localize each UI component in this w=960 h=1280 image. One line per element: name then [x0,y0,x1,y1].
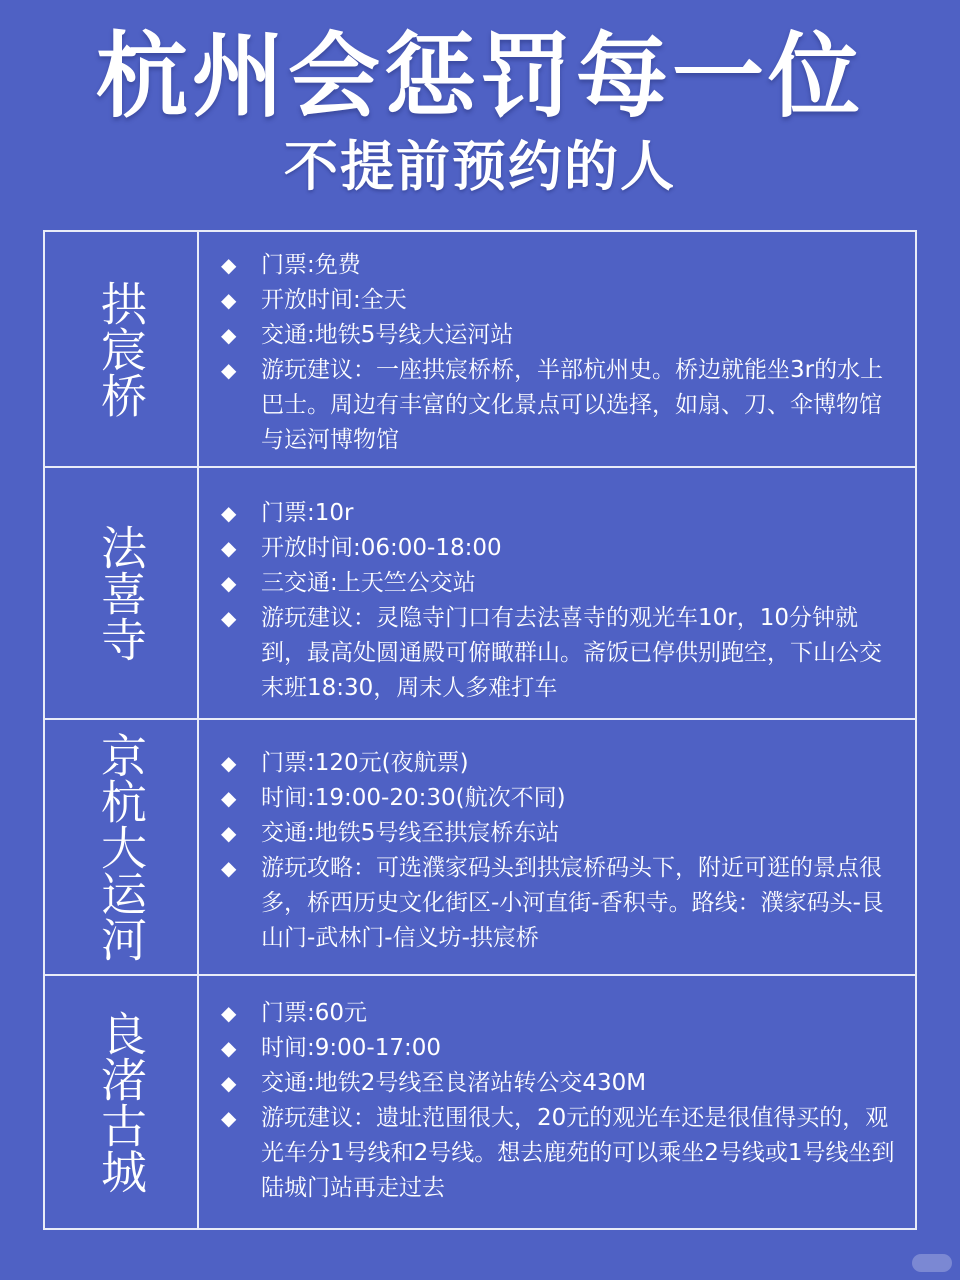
info-item-ticket [221,996,901,1031]
info-item-transport [221,816,901,851]
info-item-tips [221,1101,901,1206]
info-text: 开放时间:06:00-18:00 [261,535,502,561]
info-text: 时间:19:00-20:30(航次不同) [261,785,566,811]
info-item-ticket [221,496,901,531]
diamond-bullet-icon: ◆ [221,501,237,525]
attraction-name: 良渚古城 [94,1010,148,1194]
attraction-name-cell [45,232,199,466]
diamond-bullet-icon: ◆ [221,1106,237,1130]
info-item-transport [221,1066,901,1101]
info-item-ticket [221,248,901,283]
diamond-bullet-icon: ◆ [221,358,237,382]
info-item-transport [221,566,901,601]
info-text: 游玩建议：遗址范围很大，20元的观光车还是很值得买的，观光车分1号线和2号线。想去鹿苑的可以乘坐2号线或1号线坐到陆城门站再走过去 [261,1105,895,1201]
diamond-bullet-icon: ◆ [221,856,237,880]
attraction-name: 法喜寺 [94,524,148,662]
table-row-faxi-temple [45,468,915,720]
info-item-hours [221,531,901,566]
diamond-bullet-icon: ◆ [221,253,237,277]
attractions-table [43,230,917,1230]
diamond-bullet-icon: ◆ [221,323,237,347]
info-text: 交通:地铁5号线大运河站 [261,322,514,348]
attraction-name: 拱宸桥 [94,280,148,418]
table-row-liangzhu-city [45,976,915,1228]
page-title: 杭州会惩罚每一位 [95,23,864,130]
info-item-hours [221,781,901,816]
attraction-name-cell [45,976,199,1228]
info-item-hours [221,283,901,318]
info-text: 三交通:上天竺公交站 [261,570,476,596]
info-text: 门票:免费 [261,252,361,278]
info-text: 门票:120元(夜航票) [261,750,469,776]
info-item-ticket [221,746,901,781]
attraction-info-list [221,248,901,458]
diamond-bullet-icon: ◆ [221,536,237,560]
diamond-bullet-icon: ◆ [221,786,237,810]
info-item-hours [221,1031,901,1066]
diamond-bullet-icon: ◆ [221,288,237,312]
attraction-name: 京杭大运河 [94,732,148,962]
info-text: 交通:地铁2号线至良渚站转公交430M [261,1070,647,1096]
watermark-badge [912,1254,952,1272]
diamond-bullet-icon: ◆ [221,606,237,630]
diamond-bullet-icon: ◆ [221,821,237,845]
page-subtitle: 不提前预约的人 [284,135,676,198]
info-text: 门票:60元 [261,1000,368,1026]
info-item-tips [221,851,901,956]
diamond-bullet-icon: ◆ [221,751,237,775]
info-text: 交通:地铁5号线至拱宸桥东站 [261,820,560,846]
info-item-transport [221,318,901,353]
attraction-name-cell [45,720,199,974]
info-text: 门票:10r [261,500,354,526]
table-row-grand-canal [45,720,915,976]
diamond-bullet-icon: ◆ [221,1001,237,1025]
info-item-tips [221,601,901,706]
info-item-tips [221,353,901,458]
info-text: 游玩攻略：可选濮家码头到拱宸桥码头下，附近可逛的景点很多，桥西历史文化街区-小河直街-香积寺。路线：濮家码头-艮山门-武林门-信义坊-拱宸桥 [261,855,884,951]
diamond-bullet-icon: ◆ [221,571,237,595]
diamond-bullet-icon: ◆ [221,1071,237,1095]
info-text: 游玩建议：灵隐寺门口有去法喜寺的观光车10r，10分钟就到，最高处圆通殿可俯瞰群山。斋饭已停供别跑空，下山公交末班18:30，周末人多难打车 [261,605,882,701]
table-row-gongchen-bridge [45,232,915,468]
attraction-info-list [221,496,901,706]
attraction-name-cell [45,468,199,718]
diamond-bullet-icon: ◆ [221,1036,237,1060]
info-text: 开放时间:全天 [261,287,407,313]
attraction-info-list [221,746,901,956]
attraction-info-list [221,996,901,1206]
info-text: 游玩建议：一座拱宸桥桥，半部杭州史。桥边就能坐3r的水上巴士。周边有丰富的文化景点可以选择，如扇、刀、伞博物馆与运河博物馆 [261,357,884,453]
info-text: 时间:9:00-17:00 [261,1035,441,1061]
